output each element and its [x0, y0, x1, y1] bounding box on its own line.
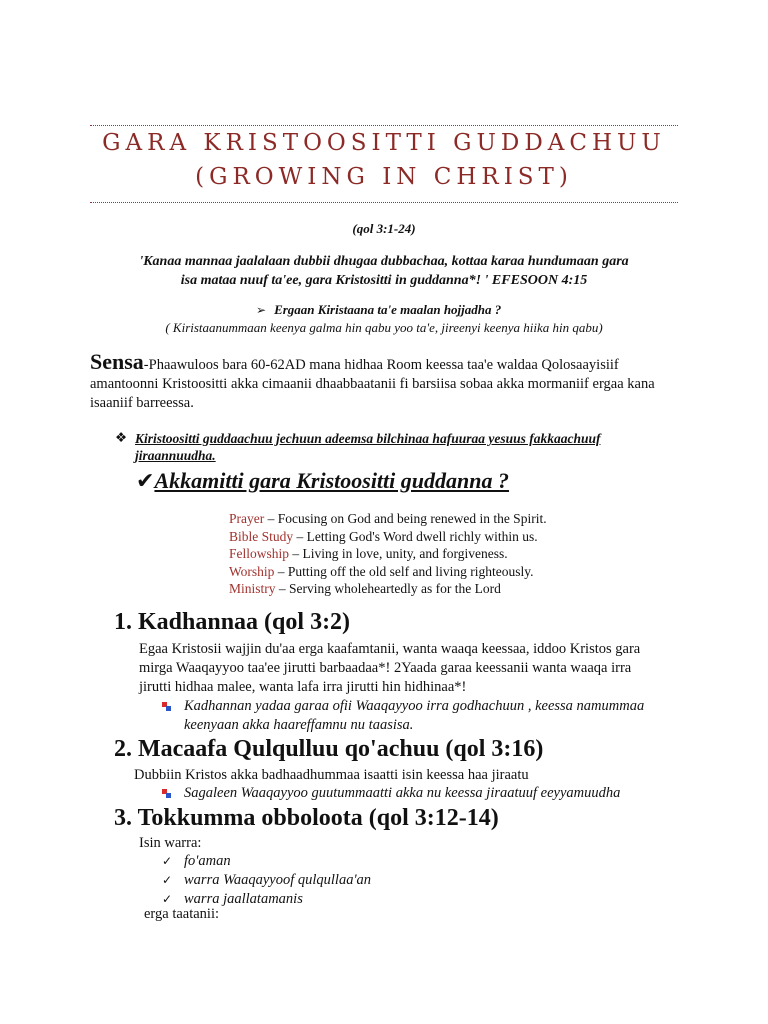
scripture-reference: (qol 3:1-24) [352, 221, 416, 236]
ways-list [229, 510, 547, 598]
checkmark-icon: ✔ [136, 469, 155, 494]
diamond-icon: ❖ [115, 430, 128, 446]
section3-outro: erga taatanii: [144, 906, 220, 922]
page-title-line1: GARA KRISTOOSITTI GUDDACHUU [102, 130, 666, 156]
sensa-line1: -Phaawuloos bara 60-62AD mana hidhaa Room keessa taa'e waldaa Qolosaayisiif [143, 357, 619, 373]
sensa-paragraph [90, 349, 690, 413]
key-verse-line2: isa mataa nuuf ta'ee, gara Kristositti in guddanna*! ' EFESOON 4:15 [180, 273, 588, 288]
bullet-icon [162, 702, 171, 711]
sensa-label: Sensa [90, 349, 144, 374]
section1-heading: 1. Kadhannaa (qol 3:2) [114, 609, 351, 635]
way-item-ministry: Ministry – Serving wholeheartedly as for the Lord [229, 581, 501, 596]
section3-list [162, 852, 371, 909]
way-item-worship: Worship – Putting off the old self and living righteously. [229, 563, 534, 579]
section3-item: ✓ warra Waaqayyoof qulqullaa'an [162, 872, 372, 888]
check-icon: ✓ [162, 873, 173, 887]
top-rule [90, 125, 678, 126]
question-text: Ergaan Kiristaana ta'e maalan hojjadha ? [274, 302, 502, 317]
way-item-prayer: Prayer – Focusing on God and being renewed in the Spirit. [229, 511, 547, 526]
section3-heading: 3. Tokkumma obboloota (qol 3:12-14) [114, 805, 499, 831]
section3-intro: Isin warra: [139, 835, 202, 851]
section1-bullet-line1: Kadhannan yadaa garaa ofii Waaqayyoo irra godhachuun , keessa namummaa [184, 698, 645, 714]
check-icon: ✓ [162, 854, 173, 868]
section2-line1: Dubbiin Kristos akka badhaadhummaa isaatti isin keessa haa jiraatu [134, 767, 529, 783]
section3-item: ✓ warra jaallatamanis [162, 891, 303, 907]
section2-bullet-text: Sagaleen Waaqayyoo guutummaatti akka nu keessa jiraatuuf eeyyamuudha [184, 785, 621, 801]
question-subtext: ( Kiristaanummaan keenya galma hin qabu yoo ta'e, jireenyi keenya hiika hin qabu) [165, 320, 603, 335]
way-item-bible-study: Bible Study – Letting God's Word dwell richly within us. [229, 528, 538, 544]
section1-line3: jirutti hidhaa malee, wanta lafa irra jirutti hin hidhinaa*! [139, 679, 467, 695]
definition-line2: jiraannuudha. [135, 448, 216, 463]
section1-bullet-line2: keenyaan akka haareffamnu nu taasisa. [184, 717, 414, 733]
key-verse-line1: 'Kanaa mannaa jaalalaan dubbii dhugaa dubbachaa, kottaa karaa hundumaan gara [139, 254, 629, 269]
section2-heading: 2. Macaafa Qulqulluu qo'achuu (qol 3:16) [114, 736, 544, 762]
question-line [256, 302, 501, 318]
section1-bullet [162, 697, 702, 735]
bottom-rule [90, 202, 678, 203]
definition-bullet [115, 430, 600, 464]
section1-line1: Egaa Kristosii wajjin du'aa erga kaafamtanii, wanta waaqa keessaa, iddoo Kristos gara [139, 641, 641, 657]
arrow-icon: ➢ [256, 303, 267, 317]
key-verse [80, 252, 688, 290]
how-heading-text: Akkamitti gara Kristoositti guddanna ? [154, 468, 509, 493]
definition-line1: Kiristoositti guddaachuu jechuun adeemsa bilchinaa hafuuraa yesuus fakkaachuuf [135, 431, 601, 446]
how-heading [136, 468, 509, 494]
check-icon: ✓ [162, 892, 173, 906]
section2-bullet [162, 784, 620, 803]
section1-body [139, 640, 699, 697]
sensa-line2: amantoonni Kristoositti akka cimaanii dhaabbaatanii fi barsiisa sobaa akka mormaniif ergaa kana [90, 376, 655, 392]
page-title-line2: (GROWING IN CHRIST) [195, 164, 573, 190]
section3-item: ✓ fo'aman [162, 853, 231, 869]
sensa-line3: isaaniif barreessa. [90, 395, 194, 411]
way-item-fellowship: Fellowship – Living in love, unity, and forgiveness. [229, 546, 508, 561]
section1-line2: mirga Waaqayyoo taa'ee jirutti barbaadaa*! 2Yaada garaa keessanii wanta waaqa irra [139, 660, 632, 676]
bullet-icon [162, 789, 171, 798]
